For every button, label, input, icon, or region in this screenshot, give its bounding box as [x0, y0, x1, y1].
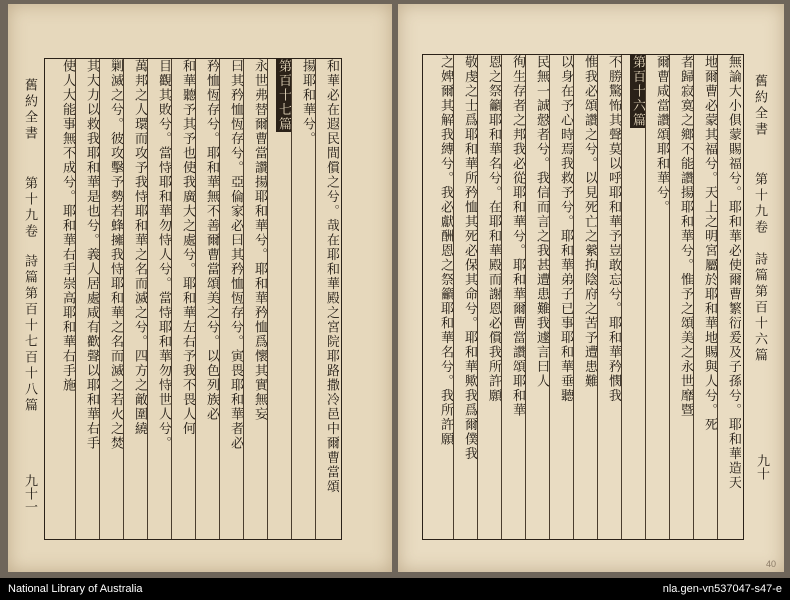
left-header-volume: 第十九卷	[22, 176, 37, 240]
column-rule	[453, 55, 454, 539]
left-column-5: 曰其矜恤恆存兮。亞倫家必曰其矜恤恆存兮。寅畏耶和華者必	[228, 59, 243, 451]
column-rule	[267, 59, 268, 539]
column-rule	[693, 55, 694, 539]
column-rule	[477, 55, 478, 539]
right-page-number: 九十	[754, 454, 769, 480]
right-chapter-label: 第百十六篇	[630, 55, 645, 128]
left-column-11: 其大力以救我耶和華是也兮。義人居處咸有歡聲以耶和華右手	[84, 59, 99, 451]
left-page	[8, 4, 392, 572]
right-header-volume: 第十九卷	[752, 172, 767, 236]
column-rule	[645, 55, 646, 539]
left-column-6: 矜恤恆存兮。耶和華無不善爾曹當頌美之兮。以色列族必	[204, 59, 219, 422]
right-page	[398, 4, 784, 572]
pencil-annotation: 40	[765, 559, 776, 569]
left-column-4: 永世弗替爾曹當讚揚耶和華兮。耶和華矜恤爲懷其實無妄	[252, 59, 267, 422]
column-rule	[75, 59, 76, 539]
right-header-section: 詩篇第百十六篇	[752, 252, 767, 364]
column-rule	[219, 59, 220, 539]
column-rule	[147, 59, 148, 539]
column-rule	[669, 55, 670, 539]
left-column-12: 使人大能事無不成兮。耶和華右手崇高耶和華右手施	[60, 59, 75, 393]
left-column-7: 和華聽予其予也使我廣大之處兮。耶和華左右予我不畏人何	[180, 59, 195, 436]
right-column-13: 之婢爾其解我縛兮。我必獻酬恩之祭籲耶和華名兮。我所許願	[438, 55, 453, 447]
column-rule	[549, 55, 550, 539]
column-rule	[171, 59, 172, 539]
column-rule	[123, 59, 124, 539]
column-rule	[597, 55, 598, 539]
left-chapter-label: 第百十七篇	[276, 59, 291, 132]
right-column-1: 無論大小俱蒙賜福兮。耶和華必使爾曹繁衍爰及子孫兮。耶和華造天	[726, 55, 741, 490]
right-column-12: 敬虔之士爲耶和華所矜恤其死必保其命兮。耶和華歟我爲爾僕我	[462, 55, 477, 461]
right-column-10: 徇生存者之邦我必從耶和華兮。耶和華爾曹當讚頌耶和華	[510, 55, 525, 418]
right-column-11: 恩之祭籲耶和華名兮。在耶和華殿而謝恩必償我所許願	[486, 55, 501, 403]
column-rule	[717, 55, 718, 539]
right-column-9: 民無一誠慤者兮。我信而言之我甚遭患難我遽言曰人	[534, 55, 549, 389]
right-column-7: 惟我必頌讚之兮。以見死亡之縈拘陰府之苦予遭患難	[582, 55, 597, 389]
column-rule	[621, 55, 622, 539]
left-column-2: 揚耶和華兮。	[300, 59, 315, 146]
left-column-9: 萬邦之人環而攻予我恃耶和華之名而滅之兮。四方之敵圍繞	[132, 59, 147, 436]
footer-library-name: National Library of Australia	[8, 583, 143, 595]
column-rule	[99, 59, 100, 539]
right-header-title: 舊約全書	[752, 74, 767, 138]
column-rule	[501, 55, 502, 539]
left-header-section: 詩篇第百十七百十八篇	[22, 254, 37, 414]
left-column-1: 和華必在遐民間償之兮。哉在耶和華殿之宮院耶路撒冷邑中爾曹當頌	[324, 59, 339, 494]
right-column-3: 者歸寂寞之鄉不能讚揚耶和華兮。惟予之頌美之永世靡暨	[678, 55, 693, 418]
right-column-6: 不勝驚怖其聲莫以呼耶和華予豈敢忘兮。耶和華矜憫我	[606, 55, 621, 403]
right-text-frame	[422, 54, 744, 540]
left-text-frame	[44, 58, 342, 540]
right-column-8: 以身在予心時焉我救予兮。耶和華弟子已事耶和華垂聽	[558, 55, 573, 403]
column-rule	[243, 59, 244, 539]
left-header-title: 舊約全書	[22, 78, 37, 142]
column-rule	[315, 59, 316, 539]
column-rule	[525, 55, 526, 539]
right-chapter-heading	[623, 55, 645, 539]
footer-identifier: nla.gen-vn537047-s47-e	[662, 583, 782, 595]
right-column-4: 爾曹咸當讚頌耶和華兮。	[654, 55, 669, 215]
left-column-10: 剿滅之兮。彼攻擊予勢若蜂擁我恃耶和華之名而滅之若火之焚	[108, 59, 123, 451]
left-column-8: 目觀其敗兮。當恃耶和華勿恃人兮。當恃耶和華勿恃世人兮。	[156, 59, 171, 451]
footer-bar	[0, 578, 790, 600]
column-rule	[573, 55, 574, 539]
left-chapter-heading	[269, 59, 291, 539]
column-rule	[195, 59, 196, 539]
column-rule	[291, 59, 292, 539]
right-column-2: 地爾曹必蒙其福兮。天上之明宮屬於耶和華地賜與人兮。死	[702, 55, 717, 432]
left-page-number: 九十一	[22, 474, 37, 513]
